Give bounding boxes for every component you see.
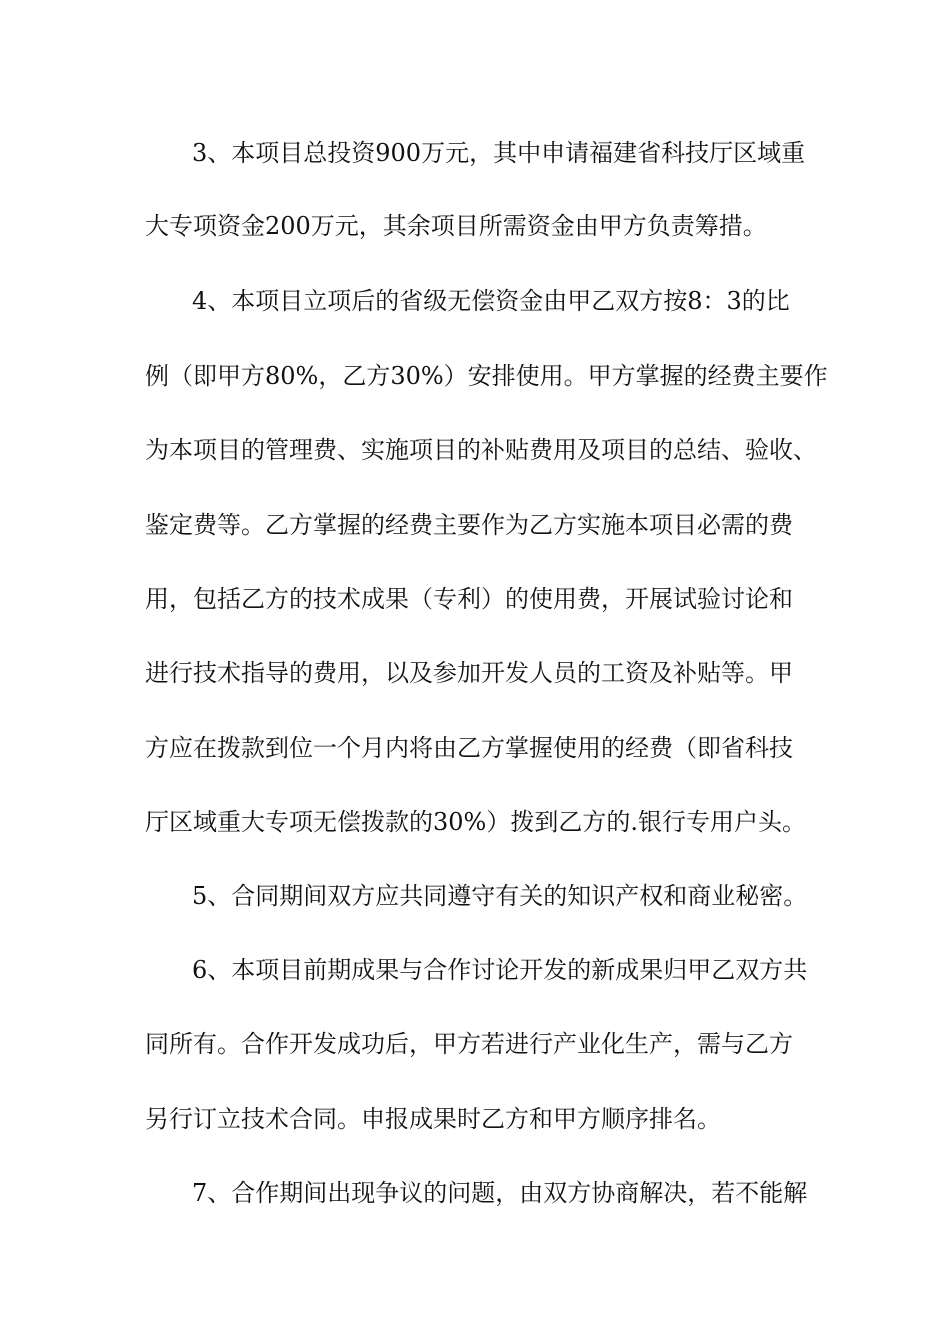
paragraph-4-line-6: 进行技术指导的费用，以及参加开发人员的工资及补贴等。甲 bbox=[145, 659, 793, 687]
paragraph-4-line-8: 厅区域重大专项无偿拨款的30%）拨到乙方的.银行专用户头。 bbox=[145, 808, 806, 836]
paragraph-5-line-1: 5、合同期间双方应共同遵守有关的知识产权和商业秘密。 bbox=[192, 882, 808, 910]
paragraph-3-line-2: 大专项资金200万元，其余项目所需资金由甲方负责筹措。 bbox=[145, 212, 767, 240]
paragraph-4-line-4: 鉴定费等。乙方掌握的经费主要作为乙方实施本项目必需的费 bbox=[145, 511, 793, 539]
paragraph-4-line-1: 4、本项目立项后的省级无偿资金由甲乙双方按8：3的比 bbox=[192, 287, 790, 315]
paragraph-4-line-2: 例（即甲方80%，乙方30%）安排使用。甲方掌握的经费主要作 bbox=[145, 362, 828, 390]
paragraph-4-line-7: 方应在拨款到位一个月内将由乙方掌握使用的经费（即省科技 bbox=[145, 734, 793, 762]
paragraph-3-line-1: 3、本项目总投资900万元，其中申请福建省科技厅区域重 bbox=[192, 139, 806, 167]
paragraph-6-line-3: 另行订立技术合同。申报成果时乙方和甲方顺序排名。 bbox=[145, 1105, 721, 1133]
paragraph-4-line-3: 为本项目的管理费、实施项目的补贴费用及项目的总结、验收、 bbox=[145, 436, 817, 464]
paragraph-6-line-1: 6、本项目前期成果与合作讨论开发的新成果归甲乙双方共 bbox=[192, 956, 808, 984]
paragraph-7-line-1: 7、合作期间出现争议的问题，由双方协商解决，若不能解 bbox=[192, 1179, 808, 1207]
paragraph-6-line-2: 同所有。合作开发成功后，甲方若进行产业化生产，需与乙方 bbox=[145, 1030, 793, 1058]
paragraph-4-line-5: 用，包括乙方的技术成果（专利）的使用费，开展试验讨论和 bbox=[145, 585, 793, 613]
